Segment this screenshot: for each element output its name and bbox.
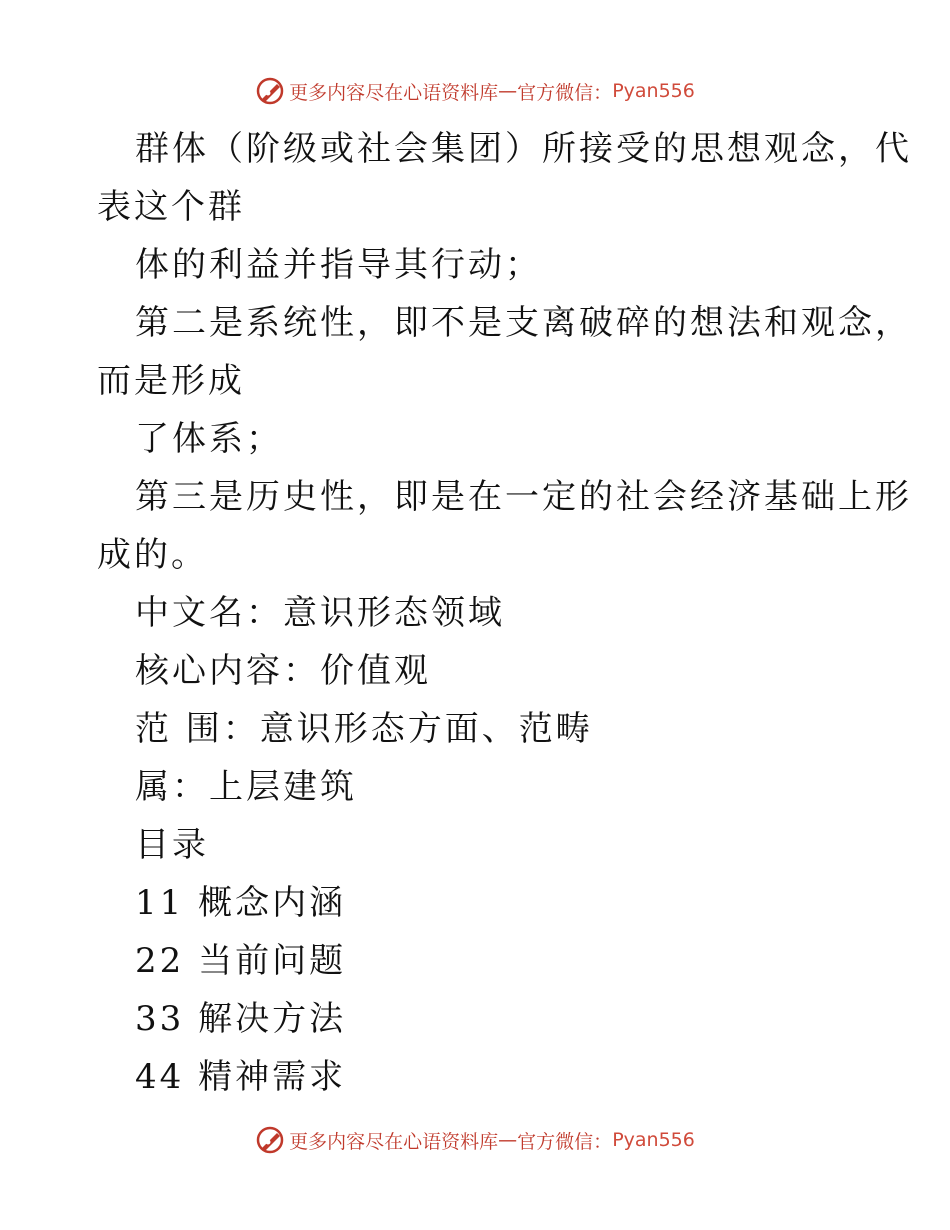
banner-contact-label: 官方微信： [517, 1130, 613, 1153]
info-belongs-to: 属：上层建筑 [135, 767, 357, 807]
body-line: 群体（阶级或社会集团）所接受的思想观念，代 [135, 129, 912, 169]
footer-watermark-banner [0, 1120, 950, 1160]
info-core-content: 核心内容：价值观 [135, 651, 431, 691]
banner-contact-label: 官方微信： [517, 81, 613, 104]
body-line: 了体系； [135, 419, 283, 459]
banner-separator: — [498, 1129, 518, 1151]
banner-separator: — [498, 80, 518, 102]
toc-item: 22 当前问题 [135, 941, 347, 981]
banner-site-text: 更多内容尽在心语资料库 [289, 1130, 499, 1153]
banner-contact-id: Pyan556 [612, 1129, 695, 1151]
quill-pen-logo-icon [255, 1125, 285, 1155]
info-chinese-name: 中文名：意识形态领域 [135, 593, 505, 633]
banner-contact-id: Pyan556 [612, 80, 695, 102]
body-line: 而是形成 [97, 361, 245, 401]
banner-site-text: 更多内容尽在心语资料库 [289, 81, 499, 104]
info-scope: 范 围：意识形态方面、范畴 [135, 709, 593, 749]
toc-item: 11 概念内涵 [135, 883, 347, 923]
body-line: 第二是系统性，即不是支离破碎的想法和观念， [135, 303, 912, 343]
toc-heading: 目录 [135, 825, 209, 865]
body-line: 第三是历史性，即是在一定的社会经济基础上形 [135, 477, 912, 517]
toc-item: 33 解决方法 [135, 999, 347, 1039]
body-line: 表这个群 [97, 187, 245, 227]
quill-pen-logo-icon [255, 76, 285, 106]
header-watermark-banner [0, 71, 950, 111]
toc-item: 44 精神需求 [135, 1057, 347, 1097]
body-line: 成的。 [97, 535, 208, 575]
body-line: 体的利益并指导其行动； [135, 245, 542, 285]
document-body [97, 120, 912, 1106]
